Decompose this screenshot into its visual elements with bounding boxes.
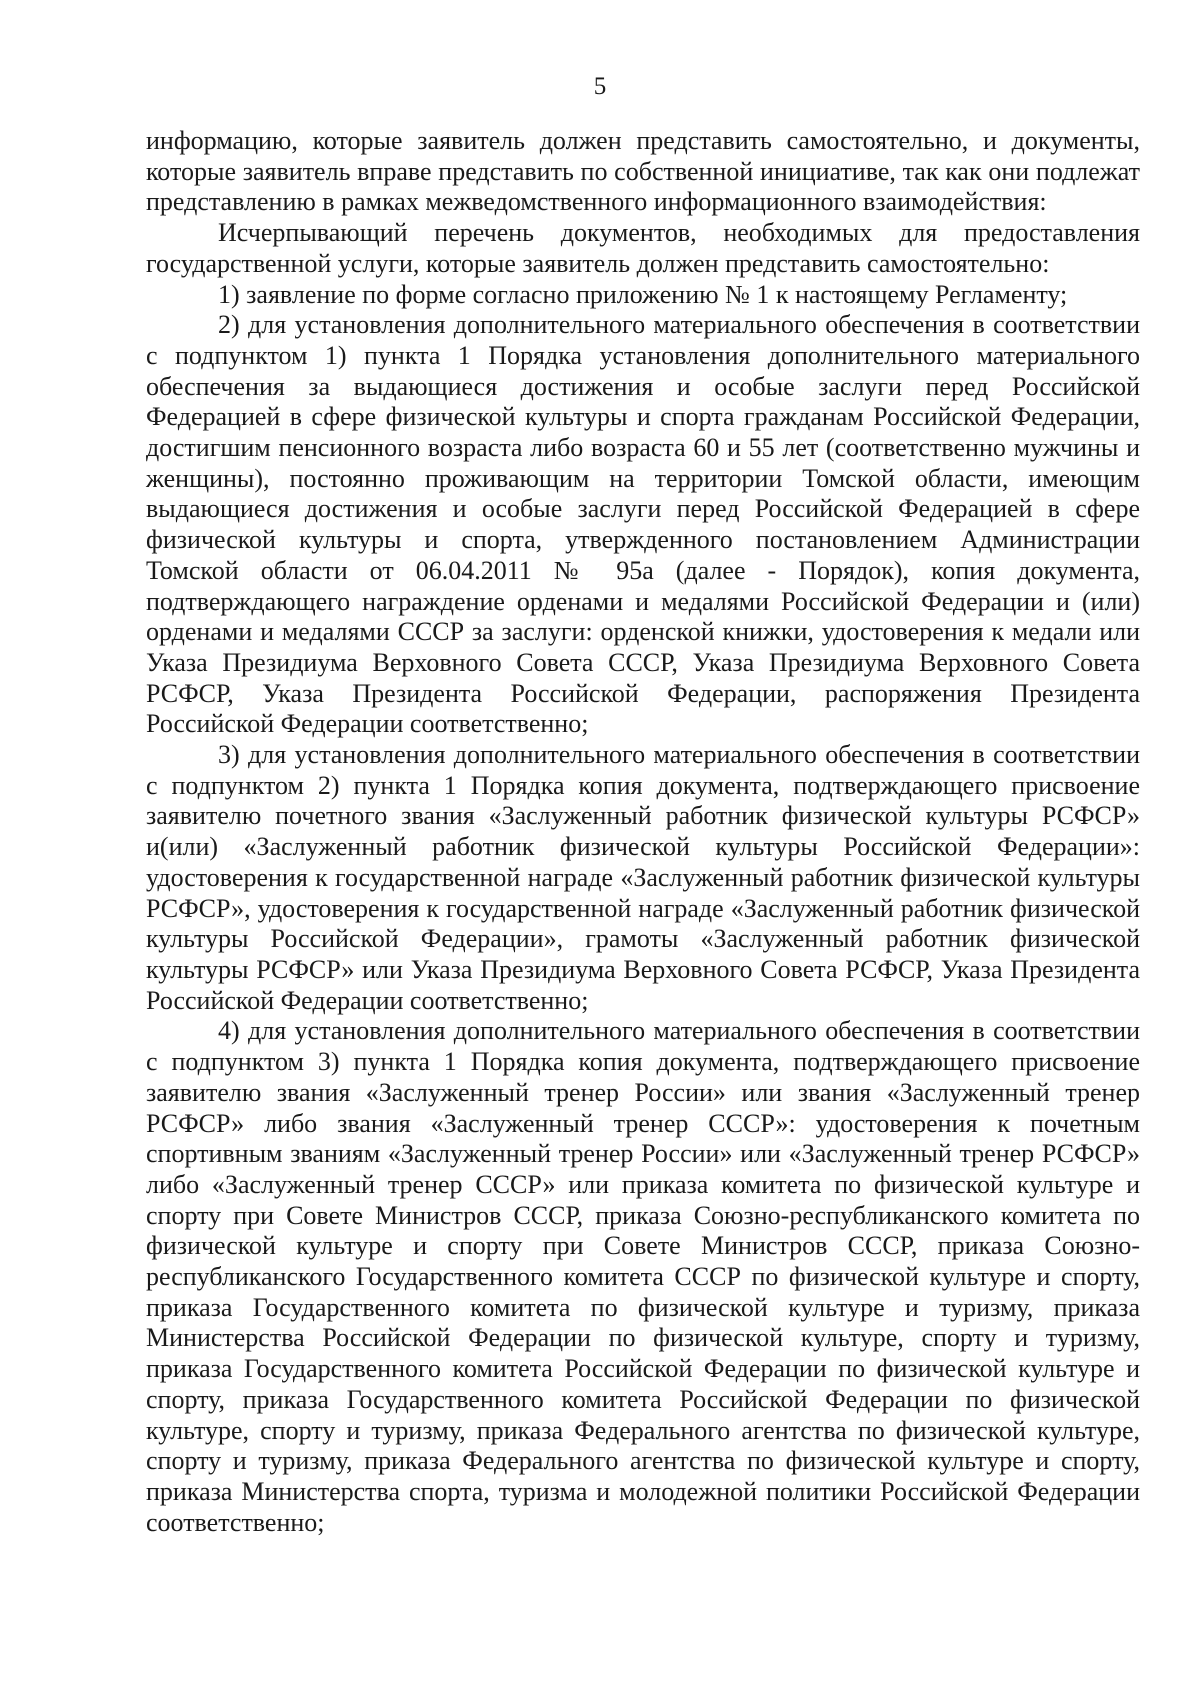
- list-item-4: 4) для установления дополнительного материального обеспечения в соответствии с подпунктом 3) пункта 1 Порядка копия документа, подтверждающего присвоение заявителю звания «Заслуженный тренер России» или звания «Заслуженный тренер РСФСР» либо звания «Заслуженный тренер СССР»: удостоверения к почетным спортивным званиям «Заслуженный тренер России» или «Заслуженный тренер РСФСР» либо «Заслуженный тренер СССР» или приказа комитета по физической культуре и спорту при Совете Министров СССР, приказа Союзно-республиканского комитета по физической культуре и спорту при Совете Министров СССР, приказа Союзно-республиканского Государственного комитета СССР по физической культуре и спорту, приказа Государственного комитета по физической культуре и туризму, приказа Министерства Российской Федерации по физической культуре, спорту и туризму, приказа Государственного комитета Российской Федерации по физической культуре и спорту, приказа Государственного комитета Российской Федерации по физической культуре, спорту и туризму, приказа Федерального агентства по физической культуре, спорту и туризму, приказа Федерального агентства по физической культуре и спорту, приказа Министерства спорта, туризма и молодежной политики Российской Федерации соответственно;: [146, 1016, 1140, 1537]
- list-item-3: 3) для установления дополнительного материального обеспечения в соответствии с подпунктом 2) пункта 1 Порядка копия документа, подтверждающего присвоение заявителю почетного звания «Заслуженный работник физической культуры РСФСР» и(или) «Заслуженный работник физической культуры Российской Федерации»: удостоверения к государственной награде «Заслуженный работник физической культуры РСФСР», удостоверения к государственной награде «Заслуженный работник физической культуры Российской Федерации», грамоты «Заслуженный работник физической культуры РСФСР» или Указа Президиума Верховного Совета РСФСР, Указа Президента Российской Федерации соответственно;: [146, 740, 1140, 1015]
- list-item-1: 1) заявление по форме согласно приложению № 1 к настоящему Регламенту;: [218, 279, 1068, 309]
- list-item-2: 2) для установления дополнительного материального обеспечения в соответствии с подпунктом 1) пункта 1 Порядка установления дополнительного материального обеспечения за выдающиеся достижения и особые заслуги перед Российской Федерацией в сфере физической культуры и спорта гражданам Российской Федерации, достигшим пенсионного возраста либо возраста 60 и 55 лет (соответственно мужчины и женщины), постоянно проживающим на территории Томской области, имеющим выдающиеся достижения и особые заслуги перед Российской Федерацией в сфере физической культуры и спорта, утвержденного постановлением Администрации Томской области от 06.04.2011 № 95а (далее - Порядок), копия документа, подтверждающего награждение орденами и медалями Российской Федерации и (или) орденами и медалями СССР за заслуги: орденской книжки, удостоверения к медали или Указа Президиума Верховного Совета СССР, Указа Президиума Верховного Совета РСФСР, Указа Президента Российской Федерации, распоряжения Президента Российской Федерации соответственно;: [146, 310, 1140, 739]
- document-body: [146, 126, 1140, 1538]
- paragraph-documents-list-heading: Исчерпывающий перечень документов, необходимых для предоставления государственной услуги, которые заявитель должен представить самостоятельно:: [146, 218, 1140, 278]
- paragraph-intro-continuation: информацию, которые заявитель должен представить самостоятельно, и документы, которые заявитель вправе представить по собственной инициативе, так как они подлежат представлению в рамках межведомственного информационного взаимодействия:: [146, 126, 1140, 217]
- page-number: 5: [593, 73, 607, 100]
